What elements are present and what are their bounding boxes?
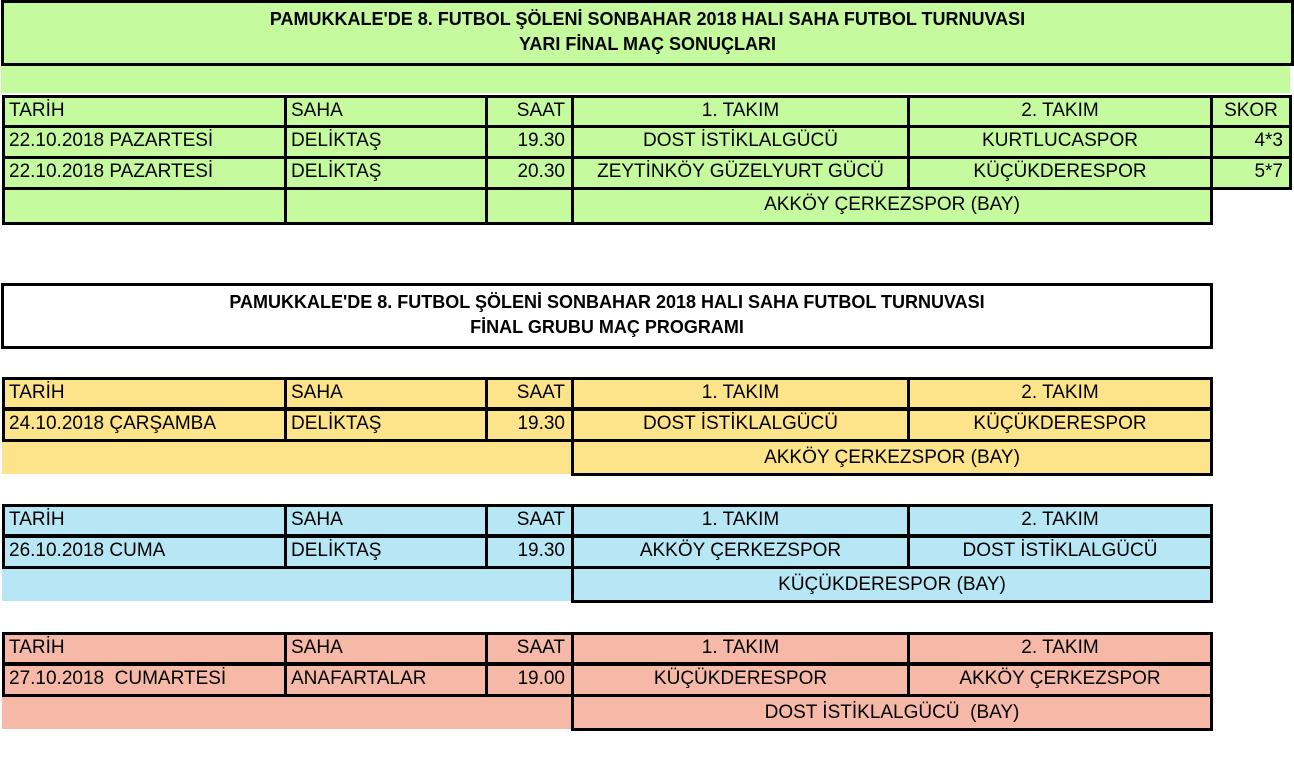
header-field: SAHA [284,377,488,410]
header-time: SAAT [485,632,574,665]
match-field: DELİKTAŞ [284,156,488,190]
match-field: ANAFARTALAR [284,663,488,697]
header-date: TARİH [2,632,287,665]
match-date: 24.10.2018 ÇARŞAMBA [2,408,287,442]
header-field: SAHA [284,632,488,665]
match-team2: KURTLUCASPOR [907,125,1213,159]
header-team1: 1. TAKIM [571,632,910,665]
match-time: 19.30 [485,535,574,569]
match-field: DELİKTAŞ [284,535,488,569]
match-team2: AKKÖY ÇERKEZSPOR [907,663,1213,697]
match-time: 19.00 [485,663,574,697]
match-time: 19.30 [485,125,574,159]
empty-cell [485,187,574,225]
match-team2: KÜÇÜKDERESPOR [907,156,1213,190]
empty-cell [284,187,488,225]
header-date: TARİH [2,95,287,128]
header-team1: 1. TAKIM [571,504,910,537]
semifinal-title-line2: YARI FİNAL MAÇ SONUÇLARI [518,34,776,54]
match-team1: AKKÖY ÇERKEZSPOR [571,535,910,569]
match-score: 4*3 [1210,125,1292,159]
match-date: 27.10.2018 CUMARTESİ [2,663,287,697]
match-team1: ZEYTİNKÖY GÜZELYURT GÜCÜ [571,156,910,190]
header-time: SAAT [485,95,574,128]
header-team2: 2. TAKIM [907,632,1213,665]
header-team1: 1. TAKIM [571,95,910,128]
header-team2: 2. TAKIM [907,377,1213,410]
header-time: SAAT [485,504,574,537]
bay-row-fill [2,569,574,601]
match-time: 19.30 [485,408,574,442]
header-score: SKOR [1210,95,1292,128]
bay-team: AKKÖY ÇERKEZSPOR (BAY) [571,439,1213,476]
semifinal-title-box [1,0,1294,66]
bay-team: DOST İSTİKLALGÜCÜ (BAY) [571,694,1213,731]
match-team1: DOST İSTİKLALGÜCÜ [571,408,910,442]
final-title-line2: FİNAL GRUBU MAÇ PROGRAMI [470,317,744,337]
semifinal-spacer-band [1,66,1290,93]
semifinal-title-line1: PAMUKKALE'DE 8. FUTBOL ŞÖLENİ SONBAHAR 2018 HALI SAHA FUTBOL TURNUVASI [269,9,1026,29]
header-date: TARİH [2,377,287,410]
header-field: SAHA [284,95,488,128]
match-team1: DOST İSTİKLALGÜCÜ [571,125,910,159]
final-title-box [1,283,1213,349]
bay-team: AKKÖY ÇERKEZSPOR (BAY) [571,187,1213,225]
header-field: SAHA [284,504,488,537]
final-title-line1: PAMUKKALE'DE 8. FUTBOL ŞÖLENİ SONBAHAR 2018 HALI SAHA FUTBOL TURNUVASI [229,292,985,312]
match-field: DELİKTAŞ [284,125,488,159]
header-time: SAAT [485,377,574,410]
bay-row-fill [2,697,574,729]
match-score: 5*7 [1210,156,1292,190]
header-date: TARİH [2,504,287,537]
match-team2: DOST İSTİKLALGÜCÜ [907,535,1213,569]
match-date: 22.10.2018 PAZARTESİ [2,125,287,159]
empty-cell [2,187,287,225]
header-team1: 1. TAKIM [571,377,910,410]
match-date: 26.10.2018 CUMA [2,535,287,569]
header-team2: 2. TAKIM [907,504,1213,537]
match-team2: KÜÇÜKDERESPOR [907,408,1213,442]
bay-team: KÜÇÜKDERESPOR (BAY) [571,566,1213,603]
match-field: DELİKTAŞ [284,408,488,442]
header-team2: 2. TAKIM [907,95,1213,128]
bay-row-fill [2,442,574,474]
match-team1: KÜÇÜKDERESPOR [571,663,910,697]
match-date: 22.10.2018 PAZARTESİ [2,156,287,190]
match-time: 20.30 [485,156,574,190]
